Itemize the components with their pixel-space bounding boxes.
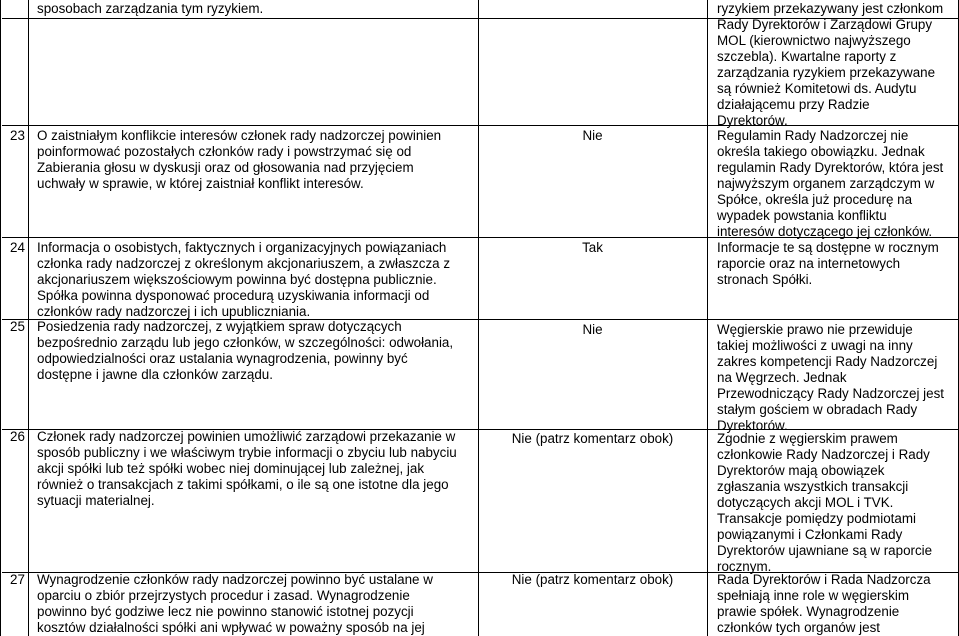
comment-line: interesów dotyczącego jej członków.	[717, 224, 933, 239]
comment-line: członkowie Rady Nadzorczej i Rady	[717, 447, 930, 462]
recommendation-text	[37, 429, 477, 509]
compliance-answer: Tak	[582, 240, 603, 255]
comment-line: Informacje te są dostępne w rocznym	[717, 240, 939, 255]
recommendation-line: sposobach zarządzania tym ryzykiem.	[37, 1, 264, 16]
recommendation-line: Spółka powinna dysponować procedurą uzyskiwania informacji od	[37, 288, 430, 303]
comment-line: dotyczących akcji MOL i TVK.	[717, 495, 894, 510]
recommendation-line: sytuacji materialnej.	[37, 493, 155, 508]
comment-line: określa takiego obowiązku. Jednak	[717, 144, 925, 159]
comment-line: Transakcje pomiędzy podmiotami	[717, 511, 916, 526]
comment-line: Regulamin Rady Nadzorczej nie	[717, 128, 909, 143]
comment-text	[717, 1, 957, 129]
recommendation-line: Zabierania głosu w dyskusji oraz od głosowania nad przyjęciem	[37, 160, 414, 175]
comment-line: stronach Spółki.	[717, 272, 813, 287]
recommendation-line: poinformować pozostałych członków rady i powstrzymać się od	[37, 144, 412, 159]
comment-line: Dyrektorów mają obowiązek	[717, 463, 885, 478]
comment-line: Dyrektorów.	[717, 418, 788, 433]
recommendation-line: członków rady nadzorczej i ich upubliczniania.	[37, 304, 311, 319]
recommendation-line: Informacja o osobistych, faktycznych i organizacyjnych powiązaniach	[37, 240, 447, 255]
recommendation-line: odpowiedzialności oraz ustalania wynagrodzenia, powinny być	[37, 351, 408, 366]
recommendation-line: bezpośrednio zarządu lub jego członków, w szczególności: odwołania,	[37, 335, 454, 350]
recommendation-line: Wynagrodzenie członków rady nadzorczej powinno być ustalane w	[37, 572, 433, 587]
recommendation-text	[37, 1, 477, 17]
comment-text	[717, 240, 957, 288]
comment-line: Spółce, określa już procedurę na	[717, 192, 913, 207]
row-number: 24	[10, 240, 25, 255]
comment-line: MOL (kierownictwo najwyższego	[717, 33, 911, 48]
comment-line: Zgodnie z węgierskim prawem	[717, 431, 898, 446]
comment-line: zakres kompetencji Rady Nadzorczej	[717, 354, 938, 369]
comment-line: są również Komitetowi ds. Audytu	[717, 81, 917, 96]
comment-line: stałym gościem w obradach Rady	[717, 402, 918, 417]
comment-text	[717, 431, 957, 575]
comment-text	[717, 128, 957, 240]
recommendation-line: akcjonariuszem większościowym powinna być dostępna publicznie.	[37, 272, 437, 287]
comment-line: prawie spółek. Wynagrodzenie	[717, 604, 900, 619]
comment-line: ryzykiem przekazywany jest członkom	[717, 1, 944, 16]
comment-line: Rada Dyrektorów i Rada Nadzorcza	[717, 572, 931, 587]
comment-line: działającemu przy Radzie	[717, 97, 870, 112]
table-border-left	[0, 0, 1, 636]
compliance-answer: Nie	[582, 322, 603, 337]
comment-line: Dyrektorów ujawniane są w raporcie	[717, 543, 933, 558]
comment-line: Rady Dyrektorów i Zarządowi Grupy	[717, 17, 933, 32]
recommendation-line: Członek rady nadzorczej powinien umożliwić zarządowi przekazanie w	[37, 429, 456, 444]
recommendation-text	[37, 319, 477, 383]
table-divider-recommendation	[478, 0, 479, 636]
comment-line: najwyższym organem zarządczym w	[717, 176, 935, 191]
comment-line: powiązanymi i Członkami Rady	[717, 527, 903, 542]
comment-line: wypadek powstania konfliktu	[717, 208, 887, 223]
table-divider-number	[28, 0, 29, 636]
comment-line: zgłaszania wszystkich transakcji	[717, 479, 909, 494]
recommendation-text	[37, 240, 477, 320]
comment-line: Przewodniczący Rady Nadzorczej jest	[717, 386, 944, 401]
comment-line: zarządzania ryzykiem przekazywane	[717, 65, 936, 80]
recommendation-line: członka rady nadzorczej z określonym akcjonariuszem, a zwłaszcza z	[37, 256, 451, 271]
comment-line: członków tych organów jest	[717, 620, 880, 635]
recommendation-line: dostępne i jawne dla członków zarządu.	[37, 367, 273, 382]
compliance-answer: Nie (patrz komentarz obok)	[511, 431, 674, 446]
comment-line: regulamin Rady Dyrektorów, która jest	[717, 160, 944, 175]
comment-text	[717, 322, 957, 434]
row-number: 23	[10, 128, 25, 143]
row-number: 25	[10, 319, 25, 334]
recommendation-line: również o transakcjach z takimi spółkami, o ile są one istotne dla jego	[37, 477, 449, 492]
comment-line: szczebla). Kwartalne raporty z	[717, 49, 897, 64]
comment-line: raporcie oraz na internetowych	[717, 256, 901, 271]
row-number: 27	[10, 572, 25, 587]
comment-line: na Węgrzech. Jednak	[717, 370, 847, 385]
recommendation-line: akcji spółki lub też spółki wobec niej dominującej lub zależnej, jak	[37, 461, 425, 476]
recommendation-line: uchwały w sprawie, w której zaistniał konflikt interesów.	[37, 176, 364, 191]
recommendation-line: Posiedzenia rady nadzorczej, z wyjątkiem spraw dotyczących	[37, 319, 402, 334]
recommendation-line: oparciu o zbiór przejrzystych procedur i zasad. Wynagrodzenie	[37, 588, 410, 603]
comment-line: takiej możliwości z uwagi na inny	[717, 338, 913, 353]
recommendation-line: O zaistniałym konflikcie interesów członek rady nadzorczej powinien	[37, 128, 442, 143]
recommendation-text	[37, 572, 477, 636]
recommendation-line: kosztów działalności spółki ani wpływać w poważny sposób na jej	[37, 620, 425, 635]
comment-line: Węgierskie prawo nie przewiduje	[717, 322, 913, 337]
row-number: 26	[10, 429, 25, 444]
recommendation-text	[37, 128, 477, 192]
recommendation-line: powinno być godziwe lecz nie powinno stanowić istotnej pozycji	[37, 604, 414, 619]
comment-line: spełniają inne role w węgierskim	[717, 588, 910, 603]
compliance-answer: Nie (patrz komentarz obok)	[511, 572, 674, 587]
comment-line: Dyrektorów.	[717, 113, 788, 128]
table-divider-answer	[707, 0, 708, 636]
recommendation-line: sposób publiczny i we właściwym trybie informacji o zbyciu lub nabyciu	[37, 445, 457, 460]
compliance-answer: Nie	[582, 128, 603, 143]
comment-line: rocznym.	[717, 559, 772, 574]
comment-text	[717, 572, 957, 636]
